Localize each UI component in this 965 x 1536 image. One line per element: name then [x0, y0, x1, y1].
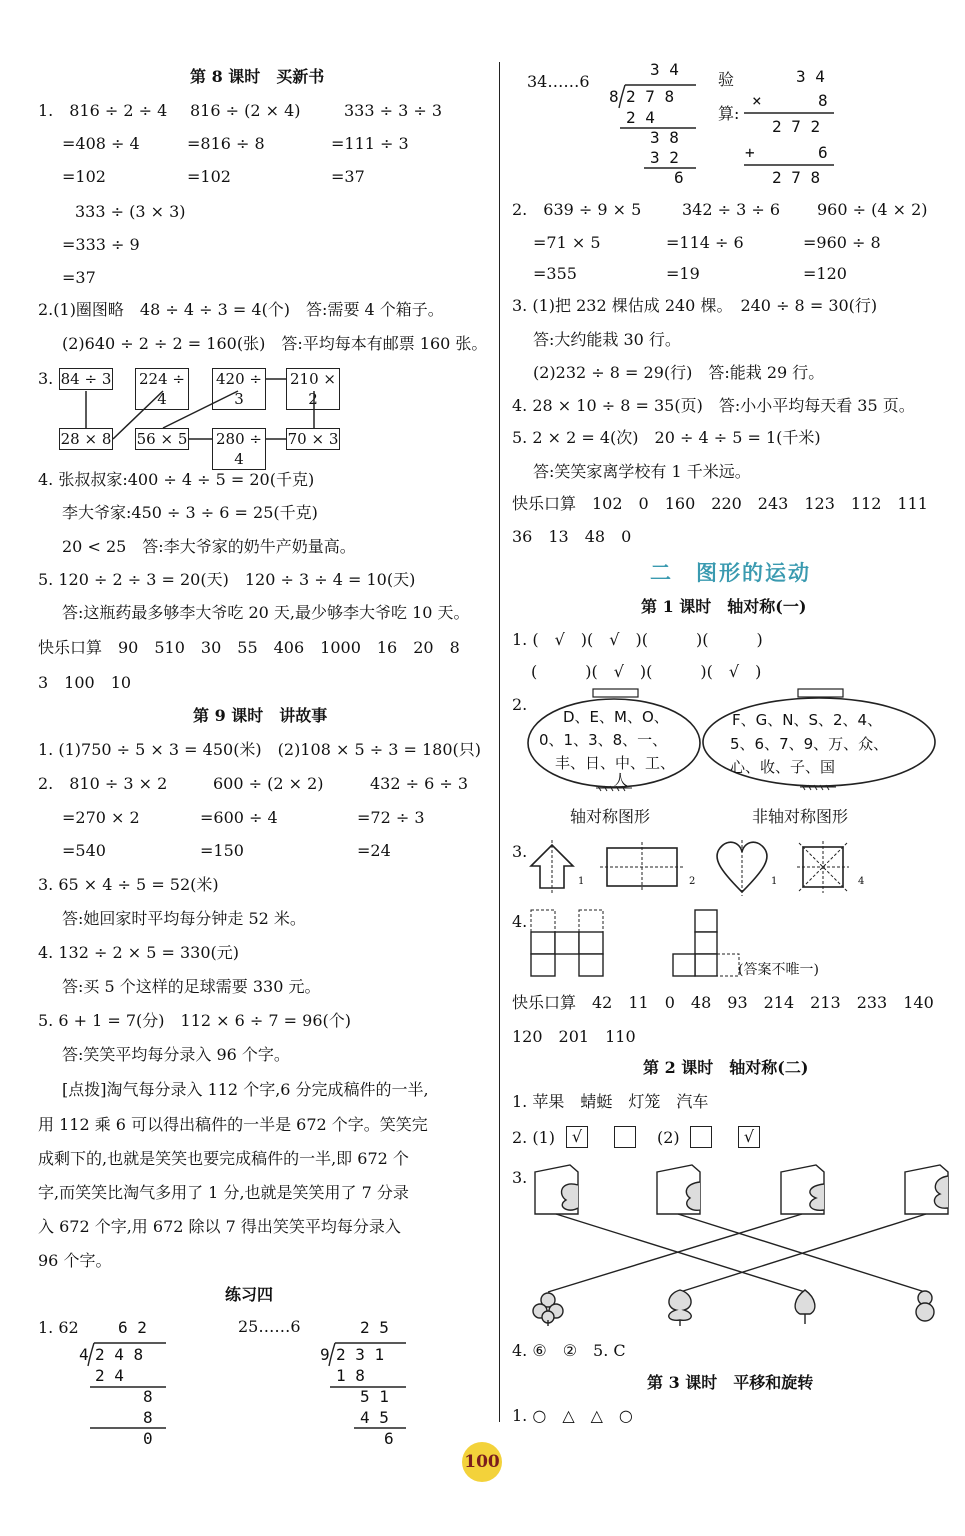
s1q3-label: 3. — [512, 842, 528, 861]
page-number: 100 — [462, 1442, 502, 1482]
checkbox-1: √ — [566, 1126, 588, 1148]
dianbo-l3: 成剩下的,也就是笑笑也要完成稿件的一半,即 672 个 — [38, 1149, 409, 1168]
kuaile2-l2: 36 13 48 0 — [512, 527, 632, 546]
div3-quotient: 3 4 — [650, 60, 679, 79]
q1-c2-l1: 816 ÷ (2 × 4) — [190, 101, 301, 120]
q1-c2-l2: =816 ÷ 8 — [187, 134, 265, 153]
div3-dividend: 2 7 8 — [626, 87, 675, 106]
l9q2-c3-l1: 432 ÷ 6 ÷ 3 — [370, 774, 469, 793]
q4-l2: 李大爷家:450 ÷ 3 ÷ 6 = 25(千克) — [62, 503, 318, 522]
div1-step2: 8 — [143, 1387, 153, 1406]
s1q2-label: 2. — [512, 695, 528, 714]
div2-step3: 4 5 — [360, 1408, 389, 1427]
check-d: 6 — [818, 143, 828, 162]
r-q2-c1-l1: 2. 639 ÷ 9 × 5 — [512, 200, 642, 219]
div2-quotient: 2 5 — [360, 1318, 389, 1337]
div2-divisor: 9 — [320, 1345, 330, 1364]
dianbo-l1: [点拨]淘气每分录入 112 个字,6 分完成稿件的一半, — [62, 1080, 429, 1099]
s2q4: 4. ⑥ ② 5. C — [512, 1341, 626, 1360]
div1-step4: 0 — [143, 1429, 153, 1448]
q1-c4-l3: =37 — [62, 268, 96, 287]
div3-step2: 3 8 — [650, 128, 679, 147]
s1q1-l1: 1. ( √ )( √ )( )( ) — [512, 630, 763, 649]
div1-divisor: 4 — [79, 1345, 89, 1364]
s1-title: 第 1 课时 轴对称(一) — [641, 597, 807, 616]
kuaile3-l1: 快乐口算 42 11 0 48 93 214 213 233 140 — [512, 993, 934, 1012]
check-b: 8 — [818, 91, 828, 110]
match-bottom-1: 28 × 8 — [60, 430, 112, 448]
r-q5-l1: 5. 2 × 2 = 4(次) 20 ÷ 4 ÷ 5 = 1(千米) — [512, 428, 821, 447]
s2q2-b: (2) — [657, 1128, 680, 1147]
q4-l3: 20 < 25 答:李大爷家的奶牛产奶量高。 — [62, 537, 356, 556]
div2-dividend: 2 3 1 — [336, 1345, 385, 1364]
check-c: 2 7 2 — [772, 117, 821, 136]
match-bottom-3: 280 ÷ 4 — [212, 428, 266, 470]
div3-step3: 3 2 — [650, 148, 679, 167]
s1q3-num-2: 2 — [689, 876, 696, 887]
q1-c1-l1: 1. 816 ÷ 2 ÷ 4 — [38, 101, 168, 120]
r-q2-c3-l1: 960 ÷ (4 × 2) — [817, 200, 928, 219]
s1q1-l2: ( )( √ )( )( √ ) — [531, 662, 762, 681]
q1-c3-l3: =37 — [331, 167, 365, 186]
check-a: 3 4 — [796, 67, 825, 86]
r-q5-l2: 答:笑笑家离学校有 1 千米远。 — [533, 462, 751, 481]
kuaile1-l2: 3 100 10 — [38, 673, 132, 692]
nonsym-line-3: 心、收、子、国 — [730, 758, 836, 776]
q4-l1: 4. 张叔叔家:400 ÷ 4 ÷ 5 = 20(千克) — [38, 470, 315, 489]
s1q3-num-1: 1 — [578, 876, 585, 887]
s2q2-a: 2. (1) — [512, 1128, 556, 1147]
l9q2-c3-l2: =72 ÷ 3 — [357, 808, 425, 827]
match-top-2: 224 ÷ 4 — [135, 368, 189, 410]
check-label-1: 验 — [718, 70, 735, 89]
check-e: 2 7 8 — [772, 168, 821, 187]
r-q3-l1: 3. (1)把 232 棵估成 240 棵。 240 ÷ 8 = 30(行) — [512, 296, 878, 315]
q2a: 2.(1)圈图略 48 ÷ 4 ÷ 3 = 4(个) 答:需要 4 个箱子。 — [38, 300, 444, 319]
s1q4-label: 4. — [512, 912, 528, 931]
r-q2-c3-l2: =960 ÷ 8 — [803, 233, 881, 252]
r-q2-c2-l3: =19 — [666, 264, 700, 283]
l9q2-c1-l2: =270 × 2 — [62, 808, 140, 827]
l9q2-c3-l3: =24 — [357, 841, 391, 860]
div1-quotient: 6 2 — [118, 1318, 147, 1337]
l9q2-c1-l1: 2. 810 ÷ 3 × 2 — [38, 774, 168, 793]
l9q5-l1: 5. 6 + 1 = 7(分) 112 × 6 ÷ 7 = 96(个) — [38, 1011, 352, 1030]
lx-r2: 25……6 — [238, 1317, 301, 1336]
l9q2-c1-l3: =540 — [62, 841, 106, 860]
div1-dividend: 2 4 8 — [95, 1345, 144, 1364]
nonsym-line-1: F、G、N、S、2、4、 — [732, 711, 883, 729]
top-result: 34……6 — [527, 72, 590, 91]
r-q2-c1-l3: =355 — [533, 264, 577, 283]
l9q4-l1: 4. 132 ÷ 2 × 5 = 330(元) — [38, 943, 240, 962]
r-q3-l2: 答:大约能栽 30 行。 — [533, 330, 681, 349]
q5-l1: 5. 120 ÷ 2 ÷ 3 = 20(天) 120 ÷ 3 ÷ 4 = 10(天) — [38, 570, 416, 589]
sym-line-4: 人 — [613, 771, 629, 789]
q1-c3-l1: 333 ÷ 3 ÷ 3 — [344, 101, 443, 120]
div2-step4: 6 — [384, 1429, 394, 1448]
div2-step1: 1 8 — [336, 1366, 365, 1385]
div3-divisor: 8 — [609, 87, 619, 106]
s3q1: 1. ○ △ △ ○ — [512, 1406, 633, 1425]
q1-c1-l3: =102 — [62, 167, 106, 186]
lesson9-title: 第 9 课时 讲故事 — [193, 706, 328, 725]
div1-step1: 2 4 — [95, 1366, 124, 1385]
lesson8-title: 第 8 课时 买新书 — [190, 67, 325, 86]
s1q3-num-3: 1 — [771, 876, 778, 887]
dianbo-l6: 96 个字。 — [38, 1251, 112, 1270]
div1-step3: 8 — [143, 1408, 153, 1427]
dianbo-l2: 用 112 乘 6 可以得出稿件的一半是 672 个字。笑笑完 — [38, 1115, 428, 1134]
l9q3-l2: 答:她回家时平均每分钟走 52 米。 — [62, 909, 306, 928]
s1q4-note: (答案不唯一) — [738, 962, 819, 978]
l9q1: 1. (1)750 ÷ 5 × 3 = 450(米) (2)108 × 5 ÷ 3 = 180(只) — [38, 740, 481, 759]
div3-step4: 6 — [674, 168, 684, 187]
match-bottom-4: 70 × 3 — [287, 430, 339, 448]
sym-line-1: D、E、M、O、 — [563, 708, 669, 726]
q5-l2: 答:这瓶药最多够李大爷吃 20 天,最少够李大爷吃 10 天。 — [62, 603, 470, 622]
sym-line-2: 0、1、3、8、一、 — [539, 731, 668, 749]
dianbo-l4: 字,而笑笑比淘气多用了 1 分,也就是笑笑用了 7 分录 — [38, 1183, 409, 1202]
q1-c4-l1: 333 ÷ (3 × 3) — [75, 202, 186, 221]
l9q2-c2-l1: 600 ÷ (2 × 2) — [213, 774, 324, 793]
q1-c4-l2: =333 ÷ 9 — [62, 235, 140, 254]
r-q2-c2-l1: 342 ÷ 3 ÷ 6 — [682, 200, 781, 219]
r-q2-c2-l2: =114 ÷ 6 — [666, 233, 744, 252]
check-plus: + — [745, 143, 755, 162]
lianxi-title: 练习四 — [225, 1285, 274, 1304]
sym-line-3: 丰、日、中、工、 — [555, 754, 676, 772]
q3-label: 3. — [38, 369, 54, 388]
s2q1: 1. 苹果 蜻蜓 灯笼 汽车 — [512, 1092, 709, 1111]
kuaile3-l2: 120 201 110 — [512, 1027, 636, 1046]
s3-title: 第 3 课时 平移和旋转 — [647, 1373, 814, 1392]
l9q4-l2: 答:买 5 个这样的足球需要 330 元。 — [62, 977, 321, 996]
q2b: (2)640 ÷ 2 ÷ 2 = 160(张) 答:平均每本有邮票 160 张。 — [62, 334, 488, 353]
l9q2-c2-l2: =600 ÷ 4 — [200, 808, 278, 827]
nonsym-caption: 非轴对称图形 — [752, 807, 849, 826]
match-top-4: 210 × 2 — [286, 368, 340, 410]
nonsym-line-2: 5、6、7、9、万、众、 — [730, 735, 889, 753]
l9q2-c2-l3: =150 — [200, 841, 244, 860]
div2-step2: 5 1 — [360, 1387, 389, 1406]
q1-c2-l3: =102 — [187, 167, 231, 186]
s2-title: 第 2 课时 轴对称(二) — [643, 1058, 809, 1077]
kuaile2-l1: 快乐口算 102 0 160 220 243 123 112 111 — [512, 494, 928, 513]
check-label-2: 算: — [718, 104, 740, 123]
match-top-3: 420 ÷ 3 — [212, 368, 266, 410]
dianbo-l5: 入 672 个字,用 672 除以 7 得出笑笑平均每分录入 — [38, 1217, 401, 1236]
l9q5-l2: 答:笑笑平均每分录入 96 个字。 — [62, 1045, 290, 1064]
check-mul: × — [752, 91, 762, 110]
match-bottom-2: 56 × 5 — [136, 430, 188, 448]
q1-c1-l2: =408 ÷ 4 — [62, 134, 140, 153]
s1q3-num-4: 4 — [858, 876, 865, 887]
unit2-title: 二 图形的运动 — [650, 560, 811, 585]
checkbox-4: √ — [738, 1126, 760, 1148]
kuaile1-l1: 快乐口算 90 510 30 55 406 1000 16 20 8 — [38, 638, 460, 657]
l9q3-l1: 3. 65 × 4 ÷ 5 = 52(米) — [38, 875, 219, 894]
s2q3-label: 3. — [512, 1168, 528, 1187]
lx-q1: 1. 62 — [38, 1318, 79, 1337]
match-top-1: 84 ÷ 3 — [60, 370, 112, 388]
q1-c3-l2: =111 ÷ 3 — [331, 134, 409, 153]
r-q4: 4. 28 × 10 ÷ 8 = 35(页) 答:小小平均每天看 35 页。 — [512, 396, 915, 415]
r-q2-c3-l3: =120 — [803, 264, 847, 283]
div3-step1: 2 4 — [626, 108, 655, 127]
r-q3-l3: (2)232 ÷ 8 = 29(行) 答:能栽 29 行。 — [533, 363, 825, 382]
sym-caption: 轴对称图形 — [570, 807, 651, 826]
r-q2-c1-l2: =71 × 5 — [533, 233, 601, 252]
